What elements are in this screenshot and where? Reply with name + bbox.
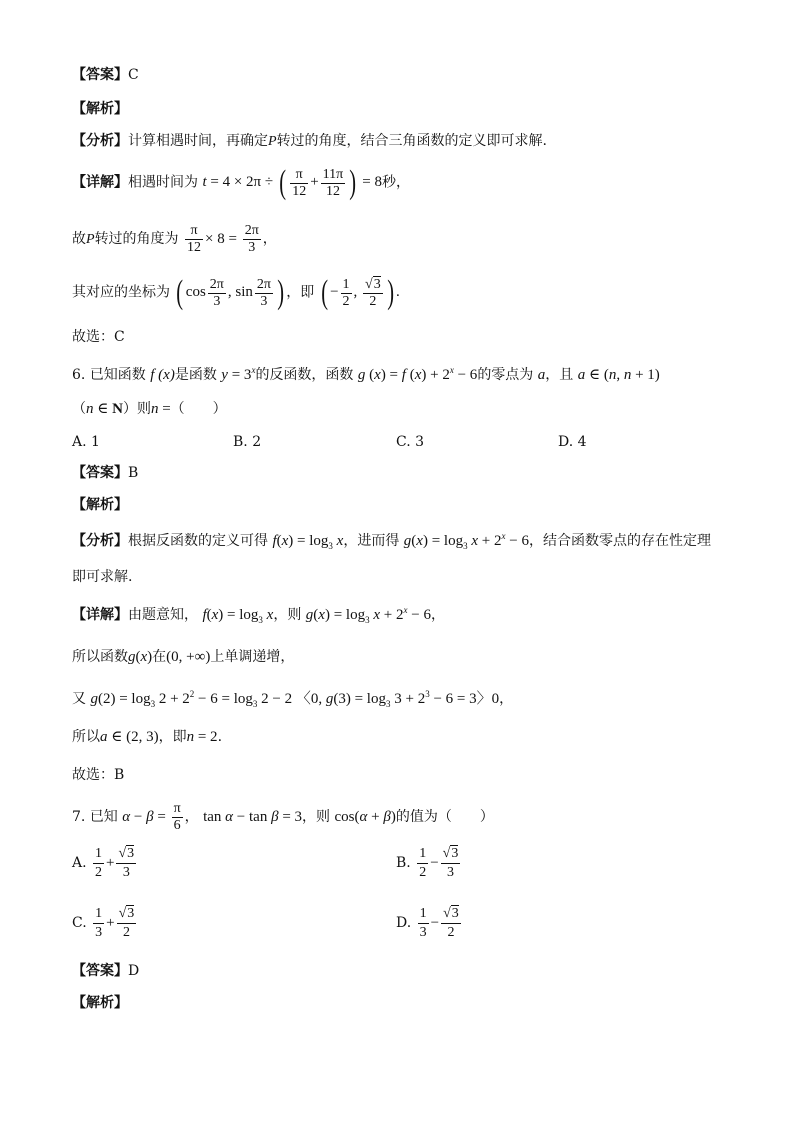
- detail-text: 相遇时间为: [128, 174, 198, 191]
- q6-fenxi-line-2: [72, 570, 132, 584]
- option-label: B.: [396, 854, 411, 871]
- option-c-formula: $\frac{1}{3}$ + $\frac{√3}{2}$: [95, 906, 135, 940]
- q7-option-d: [396, 906, 463, 941]
- option-d-formula: $\frac{1}{3}$ − $\frac{√3}{2}$: [419, 906, 459, 940]
- stem-text: ，且: [545, 367, 574, 383]
- formula-n-value: n = 2: [186, 729, 218, 745]
- q6-option-b: B. 2: [233, 434, 262, 450]
- q5-choice: [72, 330, 125, 344]
- q7-option-c: [72, 906, 138, 941]
- formula-g: g (x) = f $(x) + 2^x - 6$: [357, 365, 478, 383]
- q6-detail-line-4: 所以a ∈ (2, 3)，即n = 2.: [72, 729, 223, 745]
- formula-alpha-beta: α − β = $\frac{\pi}{6}$: [122, 801, 181, 833]
- fenxi-text: 即可求解.: [72, 569, 133, 585]
- fenxi-text: ，进而得: [343, 533, 400, 549]
- formula-exp: $y = 3^x$: [221, 365, 256, 383]
- formula-angle: $\frac{\pi}{12}$ × 8 = $\frac{2\pi}{3}$: [187, 223, 259, 255]
- detail-text: ，则: [273, 607, 302, 623]
- formula-tan: tan α − tan β = 3: [203, 808, 303, 825]
- q7-option-b: [396, 846, 462, 881]
- formula-meet-time: t = 4 × 2π ÷ ( $\frac{\pi}{12}$ + $\frac{11\pi}{12}$ ) = 8: [202, 164, 383, 201]
- detail-tag: 【详解】: [72, 607, 128, 623]
- q6-option-a: A. 1: [72, 434, 100, 450]
- analysis-tag: 【解析】: [72, 995, 128, 1011]
- q6-choice: [72, 768, 124, 782]
- formula-coordinates-value: ( − $\frac{1}{2}$ , $\frac{√3}{2}$ ) .: [321, 274, 400, 311]
- formula-n-natural: n ∈ N: [86, 401, 123, 417]
- detail-text: 所以: [72, 729, 100, 745]
- choice-text: 故选：C: [72, 329, 125, 345]
- analysis-tag: 【解析】: [72, 101, 128, 117]
- question-number: 6.: [72, 367, 86, 383]
- analysis-tag: 【解析】: [72, 497, 128, 513]
- q5-detail-line-2: 故P转过的角度为 $\frac{\pi}{12}$ × 8 = $\frac{2\pi}{3}$ ，: [72, 223, 277, 255]
- formula-interval: a ∈ (n, n + 1): [577, 367, 660, 383]
- q6-detail-line-3: 又 $g(2) = \log_3 2 + 2^2 - 6 = \log_3 2 - 2$ 〈0, $g(3) = \log_3 3 + 2^3 - 6 = 3$〉0，: [72, 689, 514, 709]
- option-label: D.: [396, 914, 412, 931]
- answer-tag: 【答案】: [72, 67, 128, 83]
- stem-text: （ ）: [170, 401, 227, 417]
- q7-answer-line: [72, 964, 139, 978]
- fenxi-tag: 【分析】: [72, 133, 128, 149]
- stem-text: 的值为（ ）: [395, 808, 494, 825]
- detail-text: 故: [72, 230, 86, 247]
- detail-text: 秒，: [382, 174, 411, 191]
- option-a-formula: $\frac{1}{2}$ + $\frac{√3}{3}$: [95, 846, 135, 880]
- detail-text: ，即: [286, 284, 315, 301]
- fenxi-tag: 【分析】: [72, 533, 128, 549]
- stem-text: ，则: [302, 808, 331, 825]
- detail-text: 上单调递增，: [210, 649, 295, 665]
- q5-detail-line-3: [72, 276, 400, 310]
- formula-coordinates: ( cos $\frac{2\pi}{3}$ , sin $\frac{2\pi}{3}$ ): [176, 274, 285, 311]
- formula-gx: g(x): [128, 649, 153, 665]
- q7-stem: [72, 802, 494, 833]
- formula-n: n =: [150, 401, 171, 417]
- option-label: A.: [72, 854, 87, 871]
- q6-option-c: C. 3: [396, 434, 425, 450]
- var-a: a: [537, 367, 546, 383]
- choice-text: 故选：B: [72, 767, 125, 783]
- answer-value: B: [128, 465, 139, 481]
- answer-value: D: [128, 963, 140, 979]
- stem-text: 的零点为: [477, 367, 534, 383]
- formula-f-log: $f(x) = \log_3 x$: [202, 607, 274, 625]
- stem-text: 已知: [89, 808, 118, 825]
- formula-g-log: $g(x) = \log_3 x + 2^x - 6$: [305, 605, 431, 625]
- formula-f-log: $f(x) = \log_3 x$: [272, 533, 344, 551]
- detail-text: ，即: [158, 729, 187, 745]
- detail-text: 转过的角度为: [94, 230, 179, 247]
- formula-f: f (x): [150, 367, 175, 383]
- q6-detail-line-2: [72, 650, 294, 665]
- q6-fenxi-line-1: [72, 532, 711, 551]
- fenxi-text-2: 转过的角度，结合三角函数的定义即可求解.: [276, 133, 548, 149]
- stem-text: ，: [184, 808, 199, 825]
- detail-text: 由题意知，: [128, 607, 198, 623]
- var-p: P: [268, 134, 277, 149]
- formula-domain: (0, +∞): [166, 649, 211, 665]
- option-b-formula: $\frac{1}{2}$ − $\frac{√3}{3}$: [419, 846, 459, 880]
- detail-text: 在: [152, 649, 167, 665]
- q6-answer-line: [72, 466, 138, 480]
- answer-value: C: [128, 67, 139, 83]
- fenxi-text: 根据反函数的定义可得: [128, 533, 268, 549]
- detail-text: 其对应的坐标为: [72, 284, 170, 301]
- q6-analysis-tag: [72, 498, 128, 512]
- stem-text: ）则: [122, 401, 151, 417]
- q7-option-a: [72, 846, 138, 881]
- q5-detail-line-1: [72, 166, 410, 200]
- formula-a-interval: a ∈ (2, 3): [100, 729, 159, 745]
- stem-text: 已知函数: [89, 367, 146, 383]
- q5-analysis-tag: [72, 102, 128, 116]
- answer-tag: 【答案】: [72, 465, 128, 481]
- answer-tag: 【答案】: [72, 963, 128, 979]
- q7-analysis-tag: [72, 996, 128, 1010]
- q5-fenxi-line: [72, 134, 547, 149]
- formula-g-log: $g(x) = \log_3 x + 2^x - 6$: [403, 531, 529, 551]
- q6-option-d: D. 4: [558, 434, 587, 450]
- q6-stem-line-1: [72, 366, 660, 383]
- formula-evaluation: $g(2) = \log_3 2 + 2^2 - 6 = \log_3 2 - 2$ 〈0, $g(3) = \log_3 3 + 2^3 - 6 = 3$〉0: [90, 689, 500, 709]
- detail-text: 又: [72, 691, 86, 707]
- fenxi-text: ，结合函数零点的存在性定理: [528, 533, 711, 549]
- detail-tag: 【详解】: [72, 174, 128, 191]
- fenxi-text: 计算相遇时间，再确定: [128, 133, 268, 149]
- q6-stem-line-2: [72, 402, 227, 417]
- stem-text: 的反函数，函数: [255, 367, 354, 383]
- stem-text: 是函数: [174, 367, 217, 383]
- stem-text: （: [72, 401, 86, 417]
- detail-text: 所以函数: [72, 649, 128, 665]
- q6-detail-line-1: 【详解】由题意知， $f(x) = \log_3 x$，则 $g(x) = \log_3 x + 2^x - 6$，: [72, 605, 445, 625]
- formula-cos: cos(α + β): [334, 808, 396, 825]
- q5-answer-line: [72, 68, 139, 82]
- option-label: C.: [72, 914, 87, 931]
- var-p: P: [86, 231, 95, 247]
- question-number: 7.: [72, 808, 86, 825]
